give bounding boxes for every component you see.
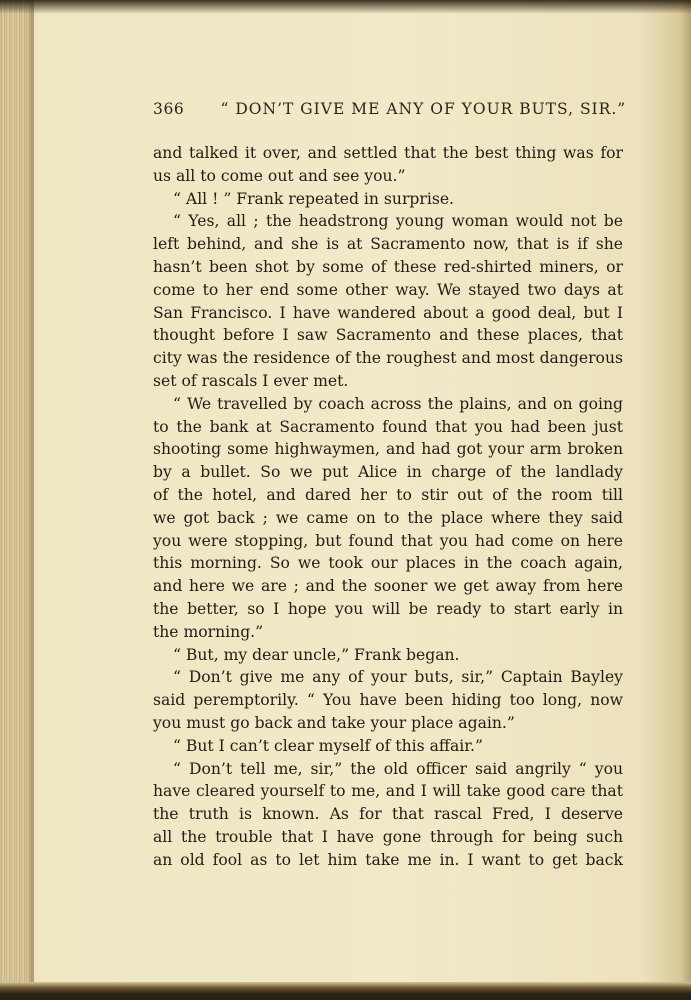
text-line: “ We travelled by coach across the plains, and on going [173, 394, 623, 413]
text-line: come to her end some other way. We stayed two days at [153, 280, 623, 299]
text-line: “ But, my dear uncle,” Frank began. [173, 645, 460, 664]
text-line: by a bullet. So we put Alice in charge of the landlady [153, 463, 623, 482]
text-line: San Francisco. I have wandered about a good deal, but I [153, 303, 623, 322]
text-line: of the hotel, and dared her to stir out of the room till [153, 485, 623, 504]
page-number: 366 [153, 100, 185, 118]
text-line: “ Yes, all ; the headstrong young woman would not be [173, 212, 623, 231]
text-line: us all to come out and see you.” [153, 166, 406, 185]
text-line: “ All ! ” Frank repeated in surprise. [173, 189, 455, 208]
text-line: all the trouble that I have gone through for being such [153, 827, 623, 846]
text-line: left behind, and she is at Sacramento now, that is if she [153, 235, 623, 254]
text-line: “ Don’t give me any of your buts, sir,” Captain Bayley [173, 668, 623, 687]
text-line: we got back ; we came on to the place where they said [153, 508, 623, 527]
page-edges [0, 0, 34, 1000]
text-line: hasn’t been shot by some of these red-shirted miners, or [153, 257, 623, 276]
text-line: the better, so I hope you will be ready to start early in [153, 599, 623, 618]
text-line: you were stopping, but found that you had come on here [153, 531, 623, 550]
running-title: “ DON’T GIVE ME ANY OF YOUR BUTS, SIR.” [220, 100, 627, 118]
text-line: the truth is known. As for that rascal Fred, I deserve [153, 805, 623, 824]
text-line: the morning.” [153, 622, 264, 641]
text-line: set of rascals I ever met. [153, 371, 349, 390]
text-line: shooting some highwaymen, and had got your arm broken [153, 440, 623, 459]
text-line: and talked it over, and settled that the best thing was for [153, 144, 623, 162]
body-text [153, 142, 623, 872]
text-line: city was the residence of the roughest and most dangerous [153, 349, 623, 368]
text-line: “ But I can’t clear myself of this affair.” [173, 736, 483, 755]
text-line: thought before I saw Sacramento and these places, that [153, 326, 623, 345]
bottom-edge [0, 982, 691, 1000]
text-line: said peremptorily. “ You have been hiding too long, now [153, 691, 623, 710]
text-line: to the bank at Sacramento found that you had been just [153, 417, 623, 436]
text-line: and here we are ; and the sooner we get away from here [153, 577, 623, 596]
text-line: you must go back and take your place again.” [153, 713, 515, 732]
running-head [153, 100, 653, 118]
text-line: an old fool as to let him take me in. I want to get back [153, 850, 623, 869]
book-page [36, 10, 686, 985]
text-line: have cleared yourself to me, and I will take good care that [153, 782, 623, 801]
text-line: “ Don’t tell me, sir,” the old officer said angrily “ you [173, 759, 623, 778]
text-line: this morning. So we took our places in the coach again, [153, 554, 623, 573]
